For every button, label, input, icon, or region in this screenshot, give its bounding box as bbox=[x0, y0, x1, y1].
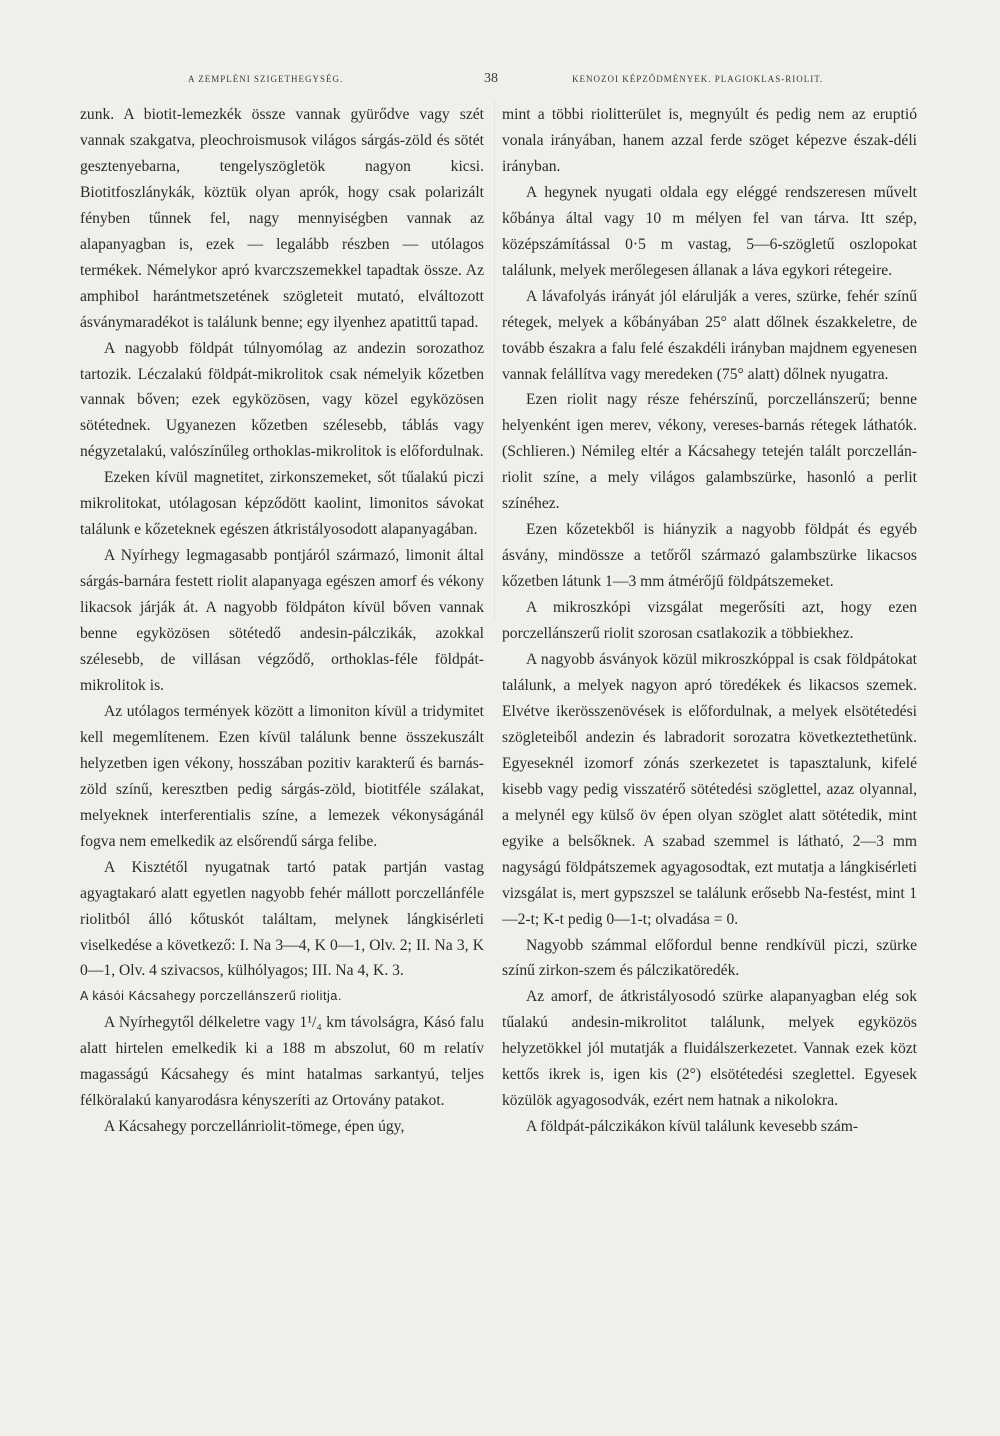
paragraph: A lávafolyás irányát jól elárulják a veres, szürke, fehér színű rétegek, melyek a kőbányában 25° alatt dőlnek északkeletre, de tovább északra a falu felé északdéli irányban majdnem egyenesen vannak felállítva vagy meredeken (75° alatt) dőlnek nyugatra. bbox=[502, 287, 917, 383]
paragraph: A Nyírhegytől délkeletre vagy 1¹/₄ km távolságra, Kásó falu alatt hirtelen emelkedik ki a 188 m abszolut, 60 m relatív magasságú Kácsahegy és mint hatalmas sarkantyú, teljes félköralakú kanyarodásra kényszeríti az Ortovány patakot. bbox=[80, 1014, 484, 1110]
paragraph: Ezen kőzetekből is hiányzik a nagyobb földpát és egyéb ásvány, mindössze a tetőről származó galambszürke likacsos kőzetben látunk 1—3 mm átmérőjű földpátszemeket. bbox=[502, 521, 917, 591]
section-heading: A kásói Kácsahegy porczellánszerű riolitja. bbox=[80, 989, 343, 1004]
right-column bbox=[502, 102, 917, 1140]
page-number: 38 bbox=[484, 71, 498, 86]
left-column bbox=[80, 102, 484, 1140]
paragraph: A földpát-pálczikákon kívül találunk kevesebb szám- bbox=[526, 1118, 859, 1136]
paragraph: zunk. A biotit-lemezkék össze vannak gyürődve vagy szét vannak szakgatva, pleochroismusok világos sárgás-zöld és sötét gesztenyebarna, tengelyszögletök nagyon kicsi. Biotitfoszlánykák, köztük olyan aprók, hogy csak polarizált fényben tűnnek fel, nagy mennyiségben vannak az alapanyagban is, ezek — legalább részben — utólagos termékek. Némelykor apró kvarczszemekkel tapadtak össze. Az amphibol harántmetszetének szögleteit mutató, elváltozott ásványmaradékot is találunk benne; egy ilyenhez apatittű tapad. bbox=[80, 106, 484, 331]
paragraph: A Kisztétől nyugatnak tartó patak partján vastag agyagtakaró alatt egyetlen nagyobb fehér mállott porczellánféle riolitból álló kőtuskót találtam, melynek lángkisérleti viselkedése a következő: I. Na 3—4, K 0—1, Olv. 2; II. Na 3, K 0—1, Olv. 4 szivacsos, külhólyagos; III. Na 4, K. 3. bbox=[80, 858, 484, 980]
paragraph: Nagyobb számmal előfordul benne rendkívül piczi, szürke színű zirkon-szem és pálczikatöredék. bbox=[502, 936, 917, 980]
paragraph: A hegynek nyugati oldala egy eléggé rendszeresen művelt kőbánya által vagy 10 m mélyen fel van tárva. Itt szép, középszámítással 0·5 m vastag, 5—6-szögletű oszlopokat találunk, melyek merőlegesen állanak a láva egykori rétegeire. bbox=[502, 183, 917, 279]
paragraph: Ezen riolit nagy része fehérszínű, porczellánszerű; benne helyenként igen merev, vékony, vereses-barnás rétegek láthatók. (Schlieren.) Némileg eltér a Kácsahegy tetején talált porczellán-riolit színe, a mely világos galambszürke, hasonló a perlit színéhez. bbox=[502, 391, 917, 513]
paragraph: A Kácsahegy porczellánriolit-tömege, épen úgy, bbox=[104, 1118, 405, 1136]
paragraph: Az amorf, de átkristályosodó szürke alapanyagban elég sok tűalakú andesin-mikrolitot találunk, melyek egyközös helyzetökkel jól mutatják a fluidálszerkezetet. Vannak ezek közt kettős ikrek is, igen kis (2°) elsötétedési szeglettel. Egyesek közülök agyagosodvák, ezért nem hatnak a nikolokra. bbox=[502, 988, 917, 1110]
paragraph: A Nyírhegy legmagasabb pontjáról származó, limonit által sárgás-barnára festett riolit alapanyaga egészen amorf és vékony likacsok járják át. A nagyobb földpáton kívül bőven vannak benne egyközösen sötétedő andesin-pálczikák, azokkal szélesebb, de villásan végződő, orthoklas-féle földpát-mikrolitok is. bbox=[80, 547, 484, 694]
paragraph: Ezeken kívül magnetitet, zirkonszemeket, sőt tűalakú piczi mikrolitokat, utólagosan képződött kaolint, limonitos sávokat találunk e kőzeteknek egészen átkristályosodott alapanyagában. bbox=[80, 469, 484, 539]
paragraph: Az utólagos termények között a limoniton kívül a tridymitet kell megemlítenem. Ezen kívül találunk benne összekuszált helyzetben igen vékony, hosszában pozitiv karakterű és barnás-zöld színű, keresztben pedig sárgás-zöld, biotitféle szálakat, melyeknek interferentialis színe, a lemezek vékonyságánál fogva nem emelkedik az elsőrendű sárga felibe. bbox=[80, 702, 484, 850]
paragraph: mint a többi riolitterület is, megnyúlt és pedig nem az eruptió vonala irányában, hanem azzal ferde szöget képezve észak-déli irányban. bbox=[502, 106, 917, 175]
paragraph: A nagyobb ásványok közül mikroszkóppal is csak földpátokat találunk, a melyek nagyon apró töredékek és likacsos szemek. Elvétve ikerösszenövések is előfordulnak, a melyek elsötétedési szögleteiből andezin és labradorit sorozatra következtethetünk. Egyeseknél izomorf zónás szerkezetet is tapasztalunk, kifelé kisebb vagy pedig visszatérő sötétedési szöglettel, azaz olyannal, a melynél egy külső öv épen olyan szöglet alatt sötétedik, mint egyike a belsőknek. A szabad szemmel is látható, 2—3 mm nagyságú földpátszemek agyagosodtak, ezt mutatja a lángkisérleti vizsgálat is, mert gypszszel se találunk erősebb Na-festést, mint 1—2-t; K-t pedig 0—1-t; olvadása = 0. bbox=[502, 651, 917, 928]
paragraph: A mikroszkópi vizsgálat megerősíti azt, hogy ezen porczellánszerű riolit szorosan csatlakozik a többiekhez. bbox=[502, 599, 917, 643]
running-header-right: KENOZOI KÉPZŐDMÉNYEK. PLAGIOKLAS-RIOLIT. bbox=[572, 74, 824, 84]
running-header-left: A ZEMPLÉNI SZIGETHEGYSÉG. bbox=[188, 74, 344, 84]
column-divider bbox=[494, 100, 495, 620]
paragraph: A nagyobb földpát túlnyomólag az andezin sorozathoz tartozik. Léczalakú földpát-mikrolitok csak némelyik kőzetben vannak bőven; ezek egyközösen, vagy közel egyközösen sötétednek. Ugyanezen kőzetben szélesebb, táblás vagy négyzetalakú, valószínűleg orthoklas-mikrolitok is előfordulnak. bbox=[80, 339, 484, 461]
